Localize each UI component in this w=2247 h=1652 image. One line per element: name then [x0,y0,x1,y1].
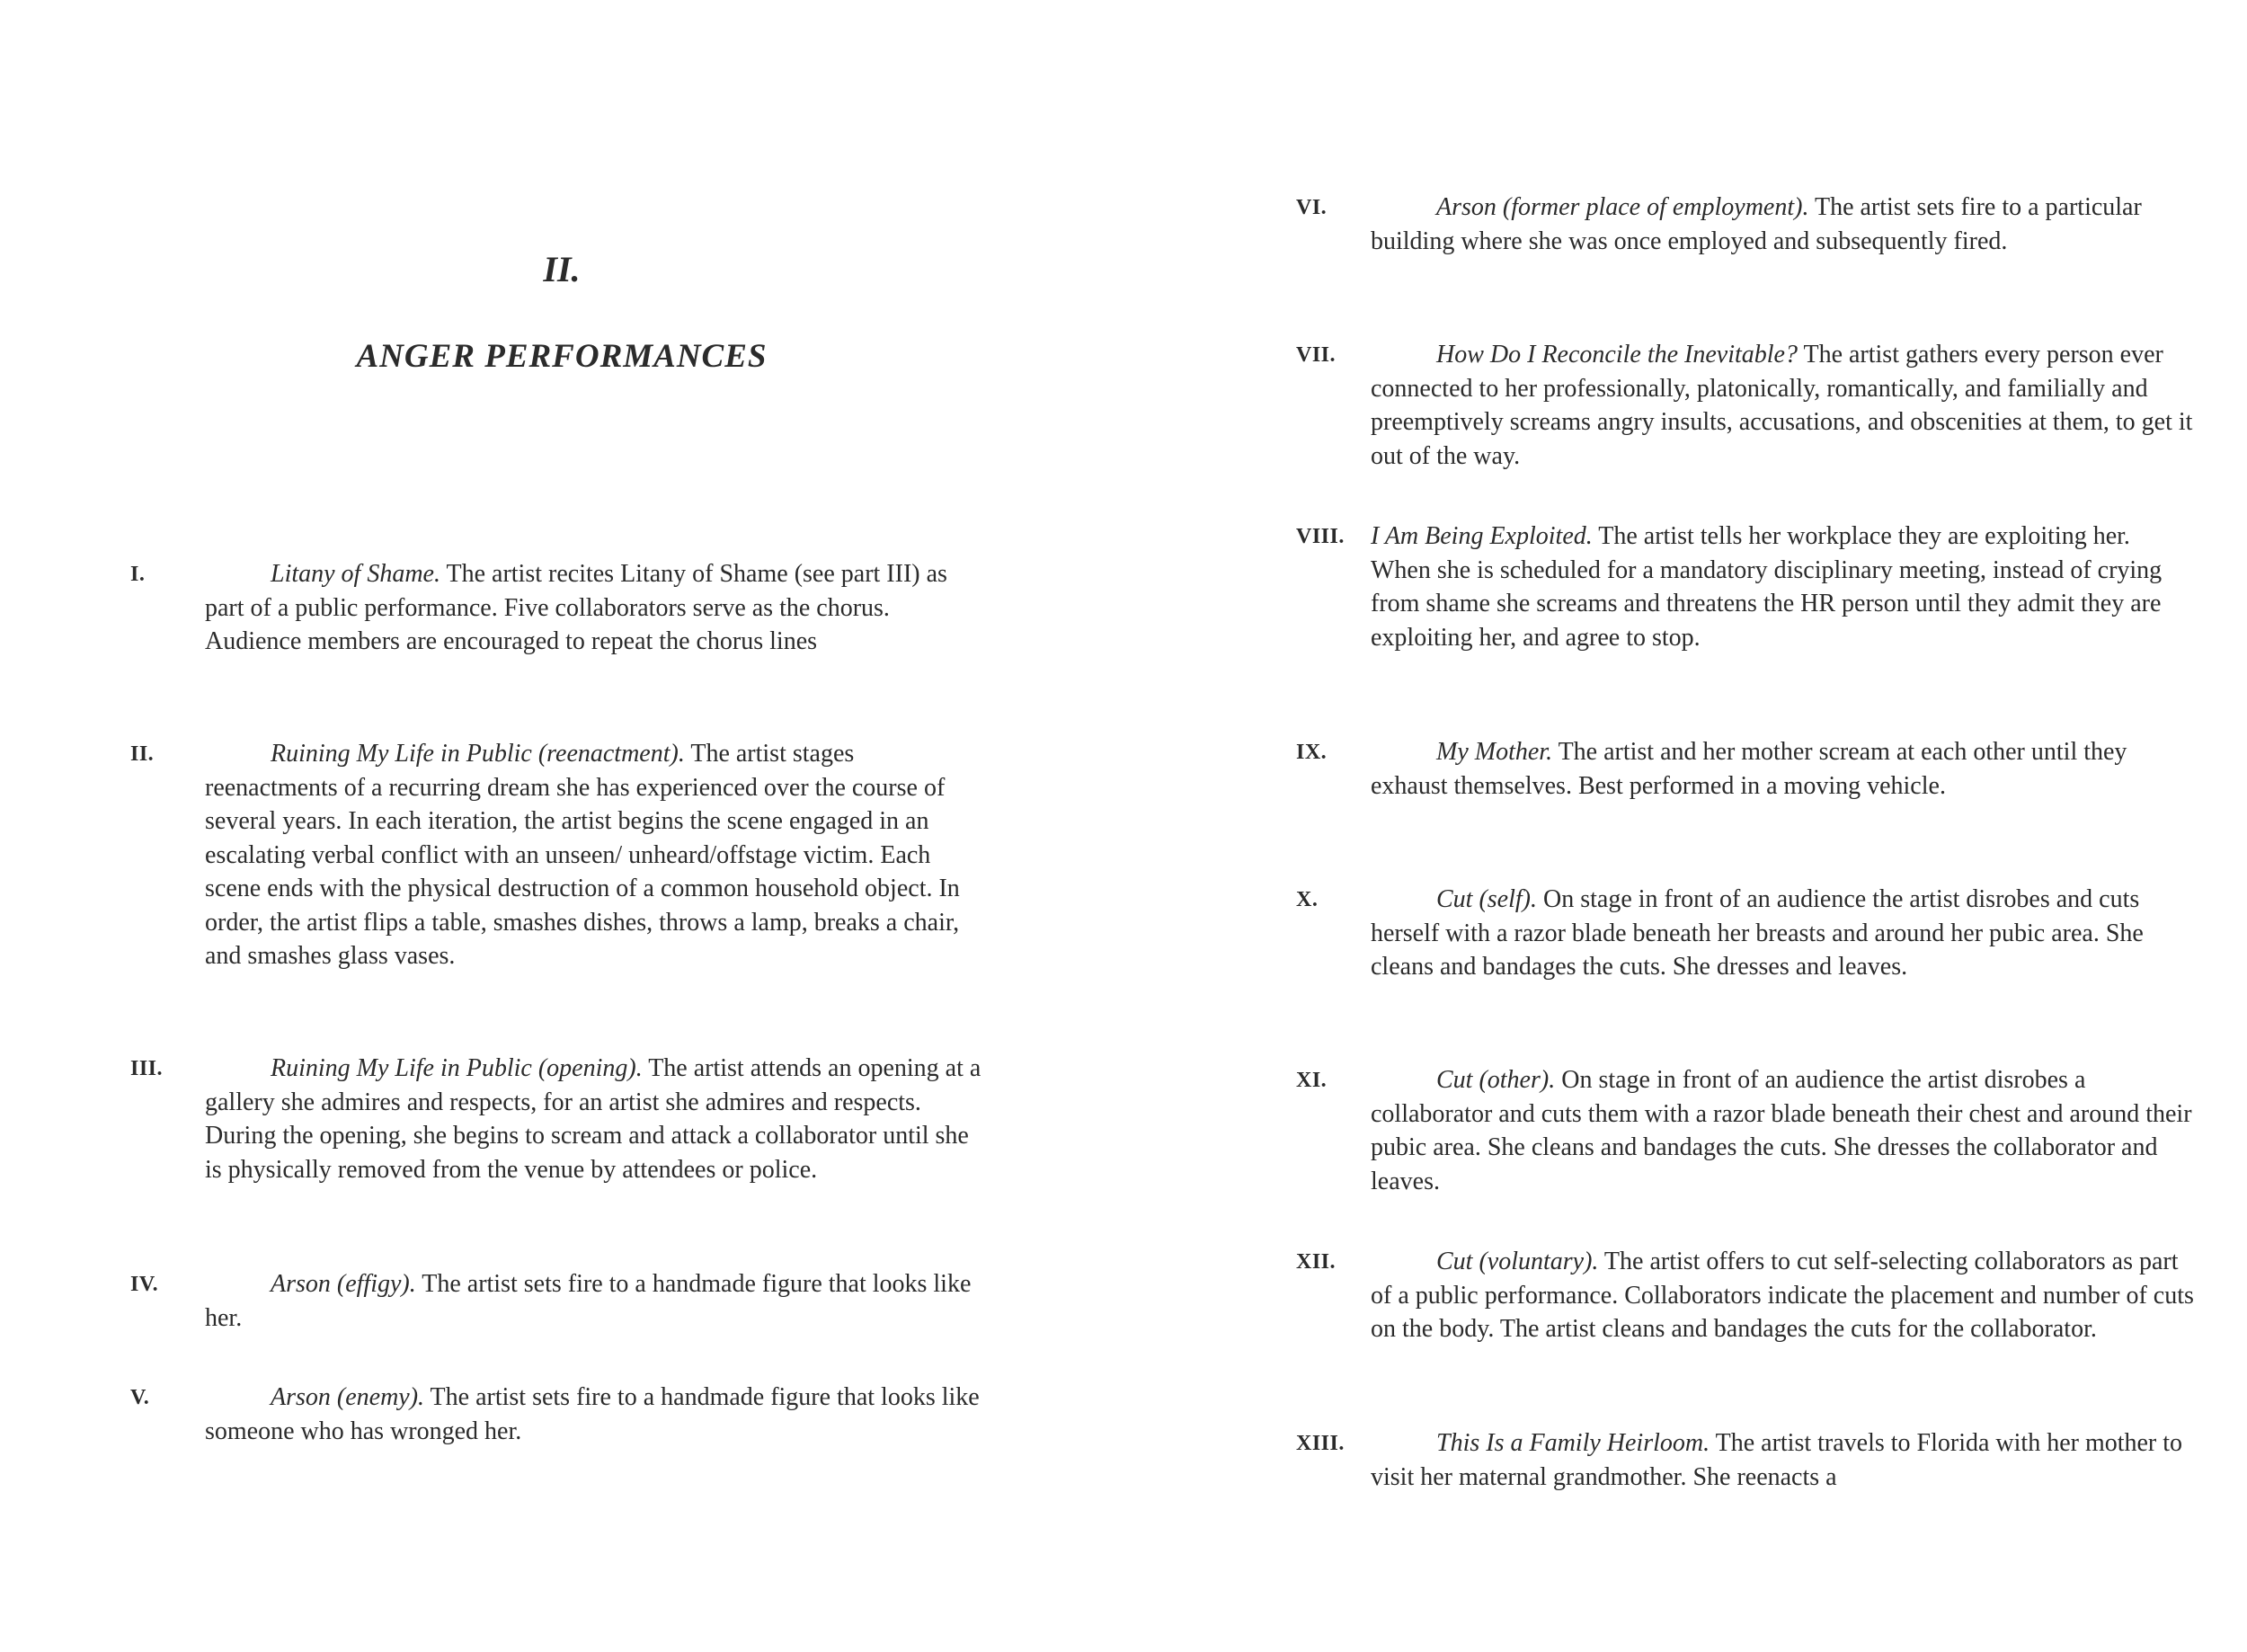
entry-body: The artist travels to Florida with her mother to visit her maternal grandmother. She reenacts a [1371,1429,2183,1491]
entry-numeral: VI. [1296,196,1328,219]
entry-body: The artist recites Litany of Shame (see part III) as part of a public performance. Five collaborators serve as the chorus. Audience members are encouraged to repeat the chorus lines [205,560,947,655]
entry-i [130,557,984,659]
section-number: II. [543,249,581,289]
entry-title: I Am Being Exploited. [1371,522,1593,550]
entry-body: The artist sets fire to a particular building where she was once employed and subsequently fired. [1371,193,2142,255]
entry-numeral: X. [1296,888,1319,911]
entry-title: Cut (self). [1436,885,1537,913]
entry-text [1371,735,2195,803]
entry-numeral: VII. [1296,343,1337,367]
entry-numeral: XII. [1296,1250,1337,1274]
entry-body: The artist and her mother scream at each other until they exhaust themselves. Best performed in a moving vehicle. [1371,738,2127,800]
entry-text [205,1381,984,1448]
entry-text [205,1052,984,1186]
entry-text [1371,1426,2195,1494]
entry-text [1371,520,2195,654]
entry-numeral: V. [130,1386,150,1409]
entry-numeral: II. [130,742,155,766]
entry-title: How Do I Reconcile the Inevitable? [1436,341,1798,369]
entry-title: Arson (enemy). [271,1383,425,1411]
entry-body: The artist sets fire to a handmade figure that looks like someone who has wronged her. [205,1383,980,1445]
right-page [1124,0,2247,1652]
entry-title: Ruining My Life in Public (reenactment). [271,740,685,768]
entry-text [205,1267,984,1335]
entry-text [205,737,984,973]
entry-numeral: III. [130,1057,164,1080]
entry-body: The artist tells her workplace they are exploiting her. When she is scheduled for a mandatory disciplinary meeting, instead of crying from shame she screams and threatens the HR person until they admit they are exploiting her, and agree to stop. [1371,522,2163,652]
entry-numeral: VIII. [1296,525,1345,548]
entry-numeral: IV. [130,1273,159,1296]
entry-body: On stage in front of an audience the artist disrobes and cuts herself with a razor blade beneath her breasts and around her pubic area. She cleans and bandages the cuts. She dresses and leaves. [1371,885,2144,981]
entry-text [1371,1245,2195,1346]
entry-text [1371,883,2195,984]
entry-body: The artist sets fire to a handmade figure that looks like her. [205,1270,972,1332]
entry-numeral: IX. [1296,741,1328,764]
entry-title: This Is a Family Heirloom. [1436,1429,1710,1457]
entry-x [1296,883,2195,984]
entry-iii [130,1052,984,1186]
entry-title: Arson (former place of employment). [1436,193,1809,221]
entry-body: The artist stages reenactments of a recurring dream she has experienced over the course of several years. In each iteration, the artist begins the scene engaged in an escalating verbal conflict with an unseen/ unheard/offstage victim. Each scene ends with the physical destruction of a common household object. In order, the artist flips a table, smashes dishes, throws a lamp, breaks a chair, and smashes glass vases. [205,740,960,970]
entry-xi [1296,1063,2195,1198]
entry-numeral: XIII. [1296,1432,1345,1455]
entry-v [130,1381,984,1448]
entry-iv [130,1267,984,1335]
entry-text [1371,191,2195,258]
entry-numeral: XI. [1296,1069,1328,1092]
entry-title: Arson (effigy). [271,1270,416,1298]
entry-xiii [1296,1426,2195,1494]
entry-title: Ruining My Life in Public (opening). [271,1054,643,1082]
entry-title: Cut (voluntary). [1436,1248,1599,1275]
entry-xii [1296,1245,2195,1346]
entry-numeral: I. [130,563,146,586]
section-title: ANGER PERFORMANCES [356,338,768,375]
entry-vi [1296,191,2195,258]
entry-text [1371,338,2195,473]
entry-viii [1296,520,2195,654]
entry-ii [130,737,984,973]
entry-text [1371,1063,2195,1198]
entry-body: The artist attends an opening at a gallery she admires and respects, for an artist she admires and respects. During the opening, she begins to scream and attack a collaborator until she is physically removed from the venue by attendees or police. [205,1054,981,1184]
entry-title: Litany of Shame. [271,560,440,588]
entry-body: The artist gathers every person ever connected to her professionally, platonically, romantically, and familially and preemptively screams angry insults, accusations, and obscenities at them, to get it out of the way. [1371,341,2193,470]
entry-text [205,557,984,659]
entry-body: The artist offers to cut self-selecting collaborators as part of a public performance. Collaborators indicate the placement and number of cuts on the body. The artist cleans and bandages the cuts for the collaborator. [1371,1248,2194,1343]
entry-ix [1296,735,2195,803]
entry-body: On stage in front of an audience the artist disrobes a collaborator and cuts them with a razor blade beneath their chest and around their pubic area. She cleans and bandages the cuts. She dresses the collaborator and leaves. [1371,1066,2192,1195]
entry-vii [1296,338,2195,473]
entry-title: Cut (other). [1436,1066,1556,1094]
entry-title: My Mother. [1436,738,1553,766]
